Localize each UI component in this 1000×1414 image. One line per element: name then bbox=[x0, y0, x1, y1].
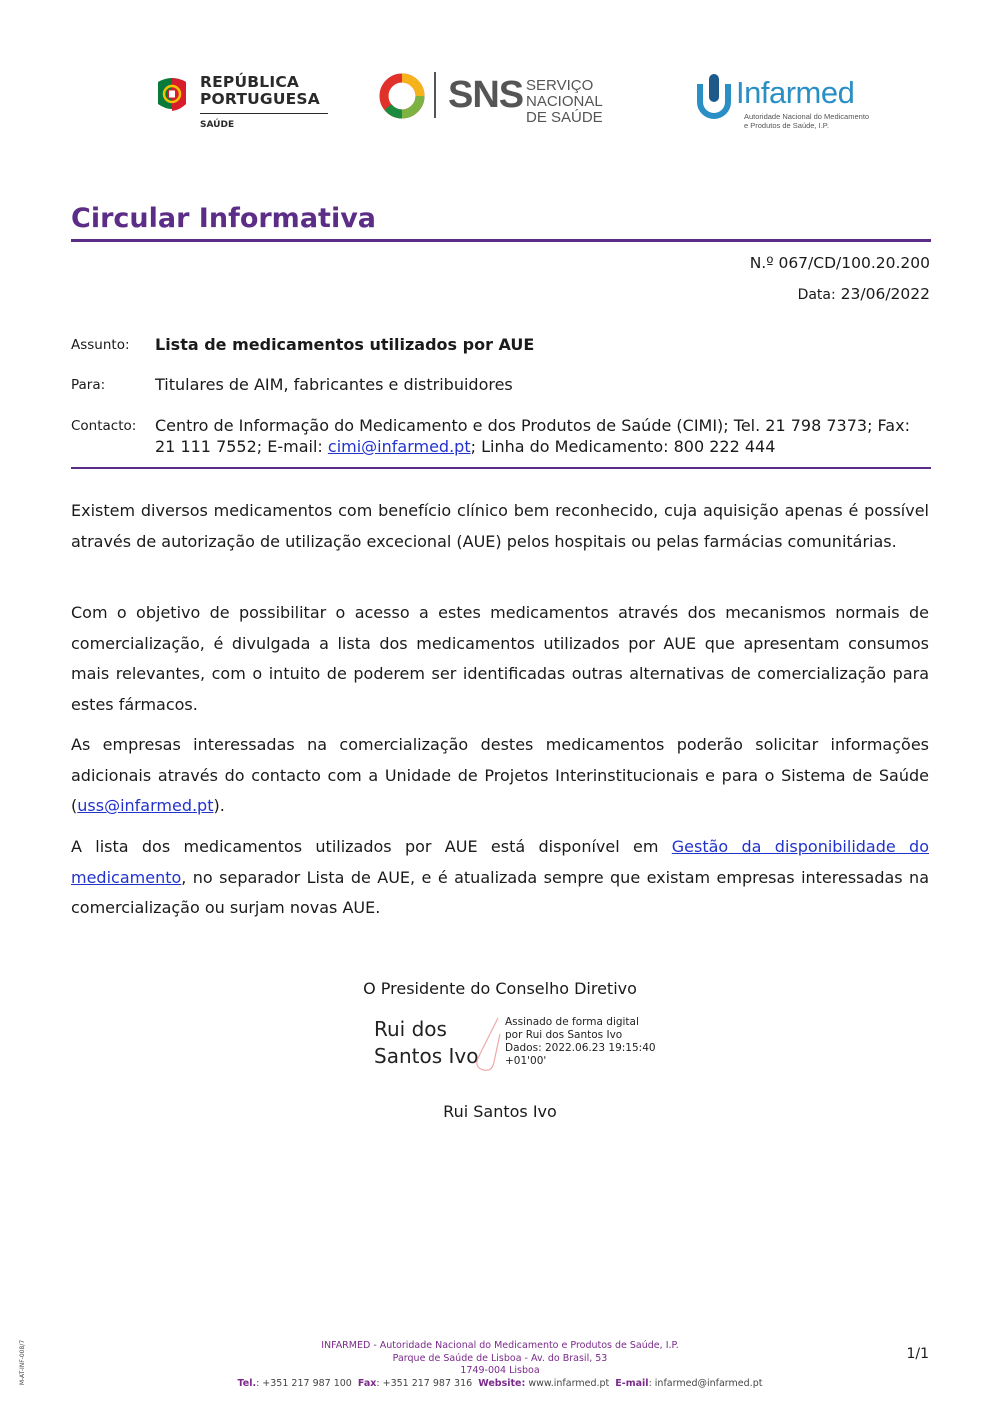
sns-line1: SERVIÇO NACIONAL bbox=[526, 77, 603, 110]
footer-line3: 1749-004 Lisboa bbox=[460, 1365, 540, 1376]
sns-ring-icon bbox=[378, 72, 426, 120]
circular-number: N.º 067/CD/100.20.200 bbox=[749, 254, 930, 272]
rp-line2: PORTUGUESA bbox=[200, 90, 320, 108]
sns-logo bbox=[378, 70, 658, 126]
signature-stroke-icon bbox=[470, 1014, 510, 1074]
fax-label: Fax bbox=[357, 1377, 377, 1389]
infarmed-sub1: Autoridade Nacional do Medicamento bbox=[744, 112, 870, 121]
digital-signature-details bbox=[505, 1016, 656, 1068]
document-code-text: M-AT-INF-008/7 bbox=[19, 1339, 27, 1386]
paragraph-4-text-b: , no separador Lista de AUE, e é atualizada sempre que existam empresas interessadas na comercialização ou surjam novas AUE. bbox=[71, 867, 929, 917]
paragraph-4 bbox=[71, 832, 929, 924]
sig-detail-4: +01'00' bbox=[505, 1055, 547, 1067]
sns-line2: DE SAÚDE bbox=[526, 109, 603, 126]
contact-text-1: Centro de Informação do Medicamento e dos Produtos de Saúde (CIMI); Tel. 21 798 7373; Fax: 21 111 7552; E-mail: bbox=[155, 416, 910, 456]
subject-value: Lista de medicamentos utilizados por AUE bbox=[155, 335, 535, 354]
circular-date bbox=[798, 285, 930, 303]
contact-label: Contacto: bbox=[71, 418, 137, 434]
portuguese-flag-emblem-icon bbox=[152, 74, 192, 114]
infarmed-logo bbox=[694, 72, 874, 132]
to-label: Para: bbox=[71, 377, 106, 393]
website-value[interactable]: www.infarmed.pt bbox=[525, 1377, 610, 1389]
availability-link[interactable]: Gestão da disponibilidade do medicamento bbox=[71, 837, 929, 887]
rp-sub: SAÚDE bbox=[200, 120, 235, 130]
republica-portuguesa-logo bbox=[152, 72, 332, 136]
email-value[interactable]: : infarmed@infarmed.pt bbox=[648, 1377, 763, 1389]
tel-value: : +351 217 987 100 bbox=[256, 1377, 352, 1389]
page-number: 1/1 bbox=[906, 1346, 929, 1362]
paragraph-3 bbox=[71, 730, 929, 822]
paragraph-3-text-b: ). bbox=[213, 796, 225, 815]
infarmed-mark-icon bbox=[694, 72, 734, 122]
signatory-name: Rui Santos Ivo bbox=[443, 1102, 557, 1121]
sig-name-line1: Rui dos bbox=[374, 1017, 447, 1041]
date-label: Data: bbox=[797, 287, 836, 303]
paragraph-2: Com o objetivo de possibilitar o acesso a estes medicamentos através dos mecanismos normais de comercialização, é divulgada a lista dos medicamentos utilizados por AUE que apresentam consumos mais relevantes, com o intuito de poderem ser identificadas outras alternativas de comercialização para estes fármacos. bbox=[71, 603, 929, 714]
fax-value: : +351 217 987 316 bbox=[376, 1377, 473, 1389]
meta-divider bbox=[71, 467, 931, 469]
footer-contacts bbox=[0, 1378, 1000, 1391]
contact-value bbox=[155, 415, 935, 457]
infarmed-sub2: e Produtos de Saúde, I.P. bbox=[744, 121, 829, 130]
rp-line1: REPÚBLICA bbox=[200, 73, 300, 91]
website-label: Website: bbox=[478, 1377, 526, 1389]
title-divider bbox=[71, 239, 931, 242]
footer-line1: INFARMED - Autoridade Nacional do Medicamento e Produtos de Saúde, I.P. bbox=[321, 1340, 679, 1351]
sig-detail-3: Dados: 2022.06.23 19:15:40 bbox=[505, 1042, 656, 1054]
paragraph-1: Existem diversos medicamentos com benefício clínico bem reconhecido, cuja aquisição apenas é possível através de autorização de utilização excecional (AUE) pelos hospitais ou pelas farmácias comunitárias. bbox=[71, 501, 929, 551]
uss-email-link[interactable]: uss@infarmed.pt bbox=[77, 796, 214, 815]
sns-separator bbox=[434, 72, 436, 118]
rp-divider bbox=[200, 113, 328, 114]
sig-name-line2: Santos Ivo bbox=[374, 1044, 479, 1068]
signatory-role: O Presidente do Conselho Diretivo bbox=[363, 979, 637, 998]
email-label: E-mail bbox=[615, 1377, 649, 1389]
to-value: Titulares de AIM, fabricantes e distribuidores bbox=[155, 375, 513, 394]
date-value: 23/06/2022 bbox=[840, 285, 930, 303]
contact-text-2: ; Linha do Medicamento: 800 222 444 bbox=[470, 437, 776, 456]
paragraph-3-text-a: As empresas interessadas na comercialização destes medicamentos poderão solicitar informações adicionais através do contacto com a Unidade de Projetos Interinstitucionais e para o Sistema de Saúde ( bbox=[71, 735, 929, 815]
digital-signature-name bbox=[374, 1016, 478, 1070]
contact-email-link[interactable]: cimi@infarmed.pt bbox=[327, 437, 471, 456]
subject-label: Assunto: bbox=[71, 337, 130, 353]
paragraph-4-text-a: A lista dos medicamentos utilizados por AUE está disponível em bbox=[71, 837, 672, 856]
sig-detail-2: por Rui dos Santos Ivo bbox=[505, 1029, 623, 1041]
sns-acronym: SNS bbox=[448, 74, 524, 116]
footer-line2: Parque de Saúde de Lisboa - Av. do Brasil, 53 bbox=[392, 1352, 608, 1364]
sig-detail-1: Assinado de forma digital bbox=[505, 1016, 639, 1028]
page-title: Circular Informativa bbox=[71, 203, 377, 234]
footer bbox=[0, 1340, 1000, 1390]
tel-label: Tel. bbox=[237, 1377, 257, 1389]
infarmed-name: Infarmed bbox=[736, 75, 855, 110]
